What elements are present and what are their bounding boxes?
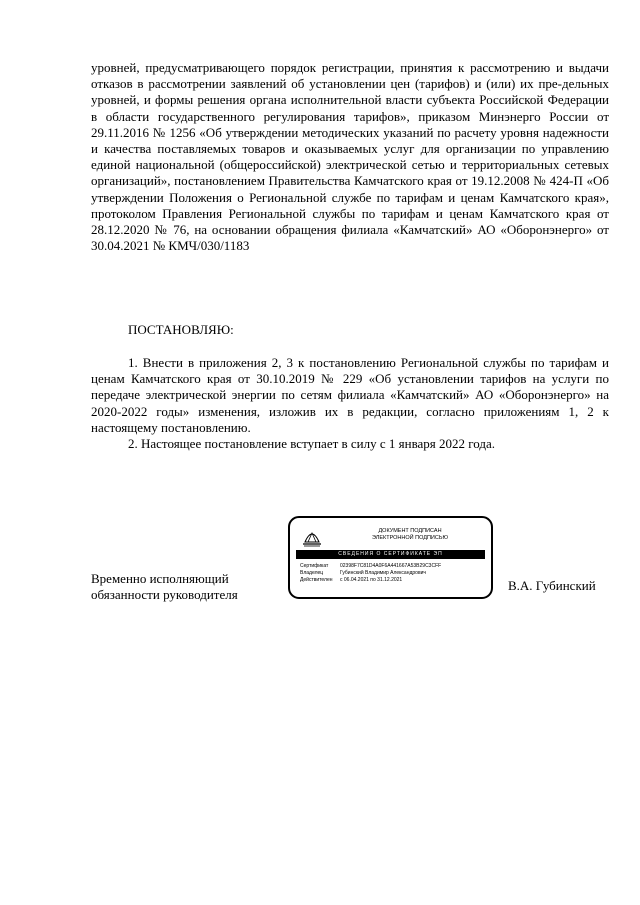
certificate-key: Сертификат: [300, 563, 329, 569]
resolution-items: [91, 355, 609, 452]
stamp-title: [350, 528, 470, 541]
resolve-heading: ПОСТАНОВЛЯЮ:: [128, 322, 234, 337]
owner-row: [300, 570, 441, 577]
signatory-name: В.А. Губинский: [508, 578, 596, 593]
stamp-title-line-1: ДОКУМЕНТ ПОДПИСАН: [378, 528, 442, 534]
body-paragraph: уровней, предусматривающего порядок регистрации, принятия к рассмотрению и выдачи отказов в рассмотрении заявлений об установлении цен (тарифов) и (или) их пре-дельных уровней, и формы решения органа исполнительной власти субъекта Российской Федерации в области государственного регулирования тарифов», приказом Минэнерго России от 29.11.2016 № 1256 «Об утверждении методических указаний по расчету уровня надежности и качества поставляемых товаров и оказываемых услуг для организации по управлению единой национальной (общероссийской) электрической сетью и территориальных сетевых организаций», постановлением Правительства Камчатского края от 19.12.2008 № 424-П «Об утверждении Положения о Региональной службе по тарифам и ценам Камчатского края», протоколом Правления Региональной службы по тарифам и ценам Камчатского края от 28.12.2020 № 76, на основании обращения филиала «Камчатский» АО «Оборонэнерго» от 30.04.2021 № КМЧ/030/1183: [91, 60, 609, 254]
resolution-item-1: 1. Внести в приложения 2, 3 к постановлению Региональной службы по тарифам и ценам Камчатского края от 30.10.2019 № 229 «Об установлении тарифов на услуги по передаче электрической энергии по сетям филиала «Камчатский» АО «Оборонэнерго» на 2020-2022 годы» изменения, изложив их в редакции, согласно приложениям 1, 2 к настоящему постановлению.: [91, 355, 609, 435]
owner-key: Владелец: [300, 570, 324, 576]
validity-value: с 06.04.2021 по 31.12.2021: [340, 577, 403, 583]
certificate-row: [300, 563, 441, 570]
validity-row: [300, 577, 441, 584]
resolution-item-2: 2. Настоящее постановление вступает в силу с 1 января 2022 года.: [128, 436, 496, 452]
coat-of-arms-icon: [300, 524, 324, 548]
stamp-title-line-2: ЭЛЕКТРОННОЙ ПОДПИСЬЮ: [371, 534, 449, 541]
validity-key: Действителен: [300, 577, 333, 583]
certificate-value: 02398F7C81D4A0F6A441667A53B29C3CFF: [340, 563, 442, 569]
owner-value: Губинский Владимир Александрович: [340, 570, 427, 576]
position-line-2: обязанности руководителя: [91, 587, 238, 602]
e-signature-stamp: [288, 516, 493, 599]
certificate-details: [300, 563, 441, 584]
signatory-position: [91, 571, 238, 603]
certificate-info-bar: СВЕДЕНИЯ О СЕРТИФИКАТЕ ЭП: [296, 550, 485, 559]
position-line-1: Временно исполняющий: [91, 571, 229, 586]
